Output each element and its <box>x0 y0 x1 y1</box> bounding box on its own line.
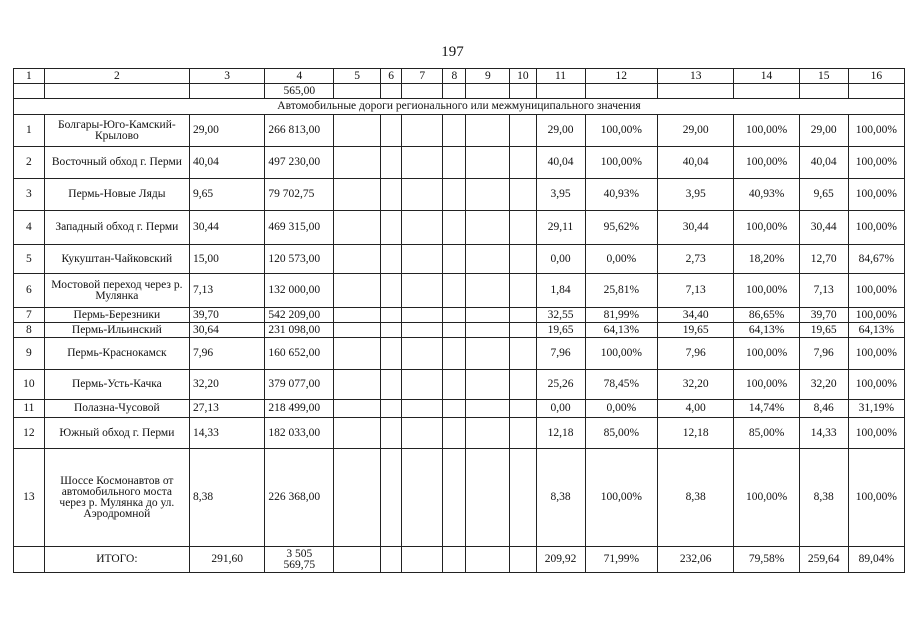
cell-c16: 84,67% <box>848 245 904 274</box>
empty-cell <box>402 308 443 323</box>
column-number-row <box>14 69 905 84</box>
empty-cell <box>466 400 510 418</box>
cell-c3: 30,44 <box>189 211 264 245</box>
road-name: Пермь-Усть-Качка <box>44 370 189 400</box>
empty-cell <box>510 179 536 211</box>
empty-cell <box>443 179 466 211</box>
cell-c14: 100,00% <box>734 338 799 370</box>
table-row <box>14 418 905 449</box>
carryover-value: 565,00 <box>265 84 334 99</box>
empty-cell <box>510 449 536 547</box>
empty-cell <box>402 449 443 547</box>
column-number-cell: 13 <box>658 69 734 84</box>
cell-c11: 0,00 <box>536 245 585 274</box>
cell-c16: 100,00% <box>848 115 904 147</box>
page-number: 197 <box>441 44 464 60</box>
cell-c11: 25,26 <box>536 370 585 400</box>
empty-cell <box>510 323 536 338</box>
road-name: Кукуштан-Чайковский <box>44 245 189 274</box>
cell-c4: 379 077,00 <box>265 370 334 400</box>
column-number-cell: 4 <box>265 69 334 84</box>
empty-cell <box>443 323 466 338</box>
road-name: Шоссе Космонавтов от автомобильного моста через р. Мулянка до ул. Аэродромной <box>44 449 189 547</box>
cell-c4: 542 209,00 <box>265 308 334 323</box>
cell-c11: 7,96 <box>536 338 585 370</box>
cell-c12: 95,62% <box>585 211 658 245</box>
total-cell-c13: 232,06 <box>658 547 734 573</box>
empty-cell <box>466 179 510 211</box>
table-row <box>14 245 905 274</box>
empty-cell <box>381 338 402 370</box>
column-number-cell: 6 <box>381 69 402 84</box>
cell-c12: 40,93% <box>585 179 658 211</box>
cell-c16: 31,19% <box>848 400 904 418</box>
cell-c16: 100,00% <box>848 211 904 245</box>
empty-cell <box>402 323 443 338</box>
cell-c16: 100,00% <box>848 274 904 308</box>
cell-c15: 12,70 <box>799 245 848 274</box>
empty-cell <box>334 370 381 400</box>
cell-c13: 40,04 <box>658 147 734 179</box>
cell-c4: 266 813,00 <box>265 115 334 147</box>
row-number: 13 <box>14 449 45 547</box>
empty-cell <box>510 115 536 147</box>
cell-c13: 8,38 <box>658 449 734 547</box>
cell-c3: 32,20 <box>189 370 264 400</box>
table-row <box>14 323 905 338</box>
empty-cell <box>334 547 381 573</box>
cell-c15: 29,00 <box>799 115 848 147</box>
cell-c12: 85,00% <box>585 418 658 449</box>
cell-c13: 12,18 <box>658 418 734 449</box>
cell-c3: 30,64 <box>189 323 264 338</box>
cell-c13: 30,44 <box>658 211 734 245</box>
cell-c3: 15,00 <box>189 245 264 274</box>
table-row <box>14 400 905 418</box>
road-name: Полазна-Чусовой <box>44 400 189 418</box>
empty-cell <box>381 308 402 323</box>
section-title: Автомобильные дороги регионального или межмуниципального значения <box>14 99 905 115</box>
cell-c3: 29,00 <box>189 115 264 147</box>
cell-c12: 78,45% <box>585 370 658 400</box>
cell-c14: 64,13% <box>734 323 799 338</box>
cell-c12: 0,00% <box>585 400 658 418</box>
road-name: Пермь-Новые Ляды <box>44 179 189 211</box>
empty-cell <box>334 147 381 179</box>
cell-c11: 8,38 <box>536 449 585 547</box>
empty-cell <box>510 274 536 308</box>
empty-cell <box>443 370 466 400</box>
empty-cell <box>466 308 510 323</box>
cell-c13: 2,73 <box>658 245 734 274</box>
total-cell-c16: 89,04% <box>848 547 904 573</box>
cell-c4: 218 499,00 <box>265 400 334 418</box>
table-row <box>14 274 905 308</box>
cell-c15: 8,38 <box>799 449 848 547</box>
cell-c12: 64,13% <box>585 323 658 338</box>
cell-c14: 100,00% <box>734 449 799 547</box>
cell-c13: 3,95 <box>658 179 734 211</box>
cell-c14: 18,20% <box>734 245 799 274</box>
empty-cell <box>443 245 466 274</box>
section-title-row <box>14 99 905 115</box>
cell-c12: 25,81% <box>585 274 658 308</box>
row-number: 9 <box>14 338 45 370</box>
column-number-cell: 8 <box>443 69 466 84</box>
empty-cell <box>443 338 466 370</box>
cell-c14: 100,00% <box>734 115 799 147</box>
empty-cell <box>510 338 536 370</box>
cell-c13: 34,40 <box>658 308 734 323</box>
empty-cell <box>443 308 466 323</box>
road-name: Болгары-Юго-Камский-Крылово <box>44 115 189 147</box>
empty-cell <box>381 370 402 400</box>
cell-c16: 100,00% <box>848 147 904 179</box>
cell-c11: 12,18 <box>536 418 585 449</box>
empty-cell <box>466 338 510 370</box>
empty-cell <box>381 211 402 245</box>
cell-c14: 86,65% <box>734 308 799 323</box>
cell-c4: 226 368,00 <box>265 449 334 547</box>
empty-cell <box>510 400 536 418</box>
road-name: Восточный обход г. Перми <box>44 147 189 179</box>
cell-c14: 100,00% <box>734 370 799 400</box>
cell-c3: 7,13 <box>189 274 264 308</box>
empty-cell <box>466 147 510 179</box>
cell-c15: 39,70 <box>799 308 848 323</box>
empty-cell <box>443 400 466 418</box>
empty-cell <box>381 400 402 418</box>
cell-c4: 469 315,00 <box>265 211 334 245</box>
cell-c16: 100,00% <box>848 418 904 449</box>
cell-c16: 100,00% <box>848 370 904 400</box>
cell-c4: 231 098,00 <box>265 323 334 338</box>
cell-c13: 7,13 <box>658 274 734 308</box>
empty-cell <box>402 245 443 274</box>
empty-cell <box>381 449 402 547</box>
row-number: 10 <box>14 370 45 400</box>
row-number: 7 <box>14 308 45 323</box>
cell-c15: 40,04 <box>799 147 848 179</box>
column-number-cell: 10 <box>510 69 536 84</box>
empty-cell <box>466 418 510 449</box>
empty-cell <box>381 179 402 211</box>
empty-cell <box>443 449 466 547</box>
cell-c11: 32,55 <box>536 308 585 323</box>
empty-cell <box>381 274 402 308</box>
cell-c15: 9,65 <box>799 179 848 211</box>
empty-cell <box>466 274 510 308</box>
empty-cell <box>466 323 510 338</box>
cell-c15: 14,33 <box>799 418 848 449</box>
empty-cell <box>402 370 443 400</box>
cell-c14: 14,74% <box>734 400 799 418</box>
empty-cell <box>381 323 402 338</box>
total-cell-c14: 79,58% <box>734 547 799 573</box>
cell-c12: 100,00% <box>585 449 658 547</box>
total-cell-c12: 71,99% <box>585 547 658 573</box>
cell-c12: 0,00% <box>585 245 658 274</box>
empty-cell <box>443 147 466 179</box>
cell-c16: 100,00% <box>848 308 904 323</box>
empty-cell <box>402 338 443 370</box>
empty-cell <box>443 115 466 147</box>
cell-c3: 8,38 <box>189 449 264 547</box>
cell-c13: 4,00 <box>658 400 734 418</box>
column-number-cell: 16 <box>848 69 904 84</box>
empty-cell <box>443 274 466 308</box>
empty-cell <box>381 418 402 449</box>
row-number: 8 <box>14 323 45 338</box>
empty-cell <box>334 400 381 418</box>
column-number-cell: 2 <box>44 69 189 84</box>
column-number-cell: 15 <box>799 69 848 84</box>
empty-cell <box>14 547 45 573</box>
table-row <box>14 147 905 179</box>
empty-cell <box>510 245 536 274</box>
empty-cell <box>466 449 510 547</box>
cell-c4: 160 652,00 <box>265 338 334 370</box>
empty-cell <box>510 308 536 323</box>
empty-cell <box>510 211 536 245</box>
empty-cell <box>443 211 466 245</box>
cell-c3: 14,33 <box>189 418 264 449</box>
empty-cell <box>510 418 536 449</box>
column-number-cell: 9 <box>466 69 510 84</box>
row-number: 6 <box>14 274 45 308</box>
road-name: Пермь-Ильинский <box>44 323 189 338</box>
cell-c13: 29,00 <box>658 115 734 147</box>
cell-c11: 19,65 <box>536 323 585 338</box>
empty-cell <box>402 147 443 179</box>
total-cell-c4 <box>265 547 334 573</box>
empty-cell <box>402 115 443 147</box>
cell-c12: 100,00% <box>585 338 658 370</box>
cell-c14: 100,00% <box>734 147 799 179</box>
empty-cell <box>334 245 381 274</box>
cell-c15: 7,13 <box>799 274 848 308</box>
cell-c14: 100,00% <box>734 274 799 308</box>
cell-c11: 29,00 <box>536 115 585 147</box>
empty-cell <box>334 115 381 147</box>
table-row <box>14 370 905 400</box>
empty-cell <box>466 245 510 274</box>
table-row <box>14 449 905 547</box>
cell-c3: 27,13 <box>189 400 264 418</box>
empty-cell <box>334 274 381 308</box>
cell-c15: 8,46 <box>799 400 848 418</box>
empty-cell <box>381 115 402 147</box>
empty-cell <box>334 308 381 323</box>
cell-c16: 100,00% <box>848 179 904 211</box>
cell-c12: 100,00% <box>585 115 658 147</box>
table-row <box>14 338 905 370</box>
cell-c15: 30,44 <box>799 211 848 245</box>
cell-c3: 39,70 <box>189 308 264 323</box>
row-number: 12 <box>14 418 45 449</box>
table-row <box>14 211 905 245</box>
empty-cell <box>381 147 402 179</box>
roads-table <box>13 68 905 573</box>
total-cell-c15: 259,64 <box>799 547 848 573</box>
road-name: Южный обход г. Перми <box>44 418 189 449</box>
cell-c13: 19,65 <box>658 323 734 338</box>
empty-cell <box>510 370 536 400</box>
empty-cell <box>443 547 466 573</box>
empty-cell <box>381 547 402 573</box>
total-cell-c3: 291,60 <box>189 547 264 573</box>
table-row <box>14 308 905 323</box>
column-number-cell: 5 <box>334 69 381 84</box>
column-number-cell: 12 <box>585 69 658 84</box>
row-number: 5 <box>14 245 45 274</box>
road-name: Западный обход г. Перми <box>44 211 189 245</box>
empty-cell <box>466 547 510 573</box>
empty-cell <box>381 245 402 274</box>
empty-cell <box>334 211 381 245</box>
empty-cell <box>402 400 443 418</box>
empty-cell <box>334 323 381 338</box>
cell-c12: 100,00% <box>585 147 658 179</box>
column-number-cell: 3 <box>189 69 264 84</box>
cell-c11: 3,95 <box>536 179 585 211</box>
empty-cell <box>466 211 510 245</box>
empty-cell <box>510 147 536 179</box>
empty-cell <box>402 547 443 573</box>
cell-c4: 132 000,00 <box>265 274 334 308</box>
row-number: 1 <box>14 115 45 147</box>
row-number: 11 <box>14 400 45 418</box>
total-c4-line1: 3 505 <box>286 547 313 560</box>
cell-c16: 100,00% <box>848 449 904 547</box>
cell-c15: 7,96 <box>799 338 848 370</box>
cell-c11: 1,84 <box>536 274 585 308</box>
carryover-row <box>14 84 905 99</box>
cell-c15: 32,20 <box>799 370 848 400</box>
row-number: 3 <box>14 179 45 211</box>
cell-c4: 120 573,00 <box>265 245 334 274</box>
cell-c3: 40,04 <box>189 147 264 179</box>
cell-c3: 7,96 <box>189 338 264 370</box>
table-row <box>14 179 905 211</box>
empty-cell <box>443 418 466 449</box>
column-number-cell: 7 <box>402 69 443 84</box>
cell-c4: 182 033,00 <box>265 418 334 449</box>
row-number: 4 <box>14 211 45 245</box>
empty-cell <box>466 370 510 400</box>
empty-cell <box>334 338 381 370</box>
empty-cell <box>334 179 381 211</box>
column-number-cell: 1 <box>14 69 45 84</box>
cell-c4: 79 702,75 <box>265 179 334 211</box>
empty-cell <box>510 547 536 573</box>
table-row <box>14 115 905 147</box>
cell-c14: 85,00% <box>734 418 799 449</box>
cell-c11: 29,11 <box>536 211 585 245</box>
cell-c15: 19,65 <box>799 323 848 338</box>
cell-c16: 100,00% <box>848 338 904 370</box>
cell-c11: 40,04 <box>536 147 585 179</box>
column-number-cell: 14 <box>734 69 799 84</box>
empty-cell <box>402 179 443 211</box>
empty-cell <box>402 418 443 449</box>
empty-cell <box>402 274 443 308</box>
cell-c11: 0,00 <box>536 400 585 418</box>
row-number: 2 <box>14 147 45 179</box>
total-cell-c11: 209,92 <box>536 547 585 573</box>
road-name: Мостовой переход через р. Мулянка <box>44 274 189 308</box>
total-row <box>14 547 905 573</box>
cell-c3: 9,65 <box>189 179 264 211</box>
cell-c12: 81,99% <box>585 308 658 323</box>
cell-c14: 100,00% <box>734 211 799 245</box>
cell-c13: 32,20 <box>658 370 734 400</box>
empty-cell <box>466 115 510 147</box>
empty-cell <box>402 211 443 245</box>
cell-c4: 497 230,00 <box>265 147 334 179</box>
cell-c16: 64,13% <box>848 323 904 338</box>
cell-c14: 40,93% <box>734 179 799 211</box>
empty-cell <box>334 418 381 449</box>
road-name: Пермь-Березники <box>44 308 189 323</box>
cell-c13: 7,96 <box>658 338 734 370</box>
total-label: ИТОГО: <box>44 547 189 573</box>
road-name: Пермь-Краснокамск <box>44 338 189 370</box>
column-number-cell: 11 <box>536 69 585 84</box>
total-c4-line2: 569,75 <box>283 558 316 571</box>
empty-cell <box>334 449 381 547</box>
